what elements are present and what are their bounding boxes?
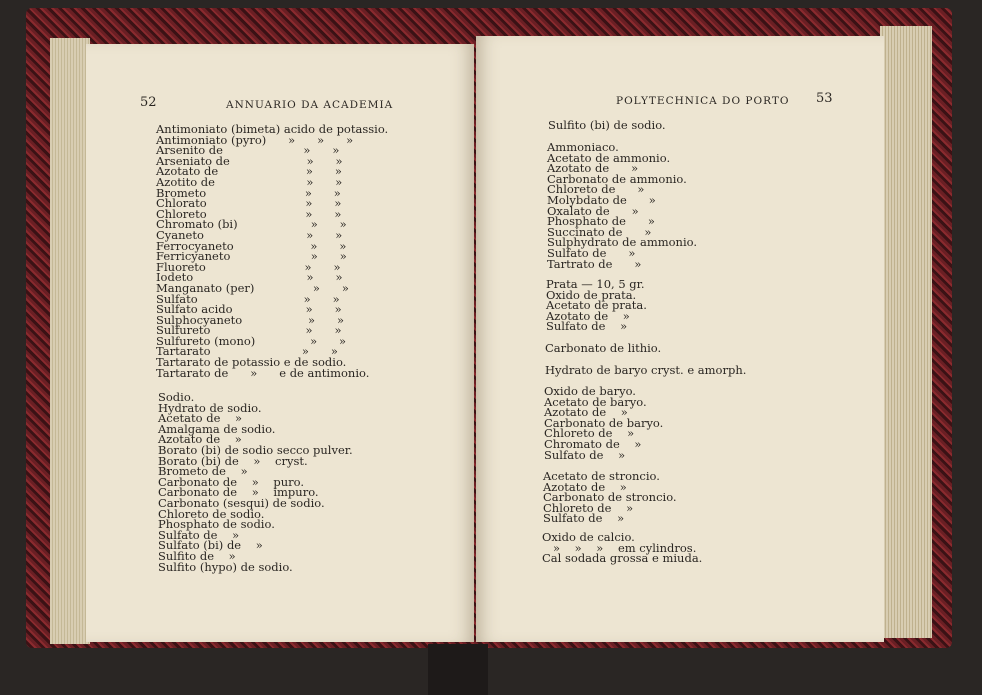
entry-line: Chlorato » »: [156, 196, 342, 211]
entry-line: Antimoniato (pyro) » » »: [156, 132, 354, 147]
entry-group: [545, 365, 746, 376]
entry-line: Antimoniato (bimeta) acido de potassio.: [156, 122, 389, 136]
entry-line: Chloreto de »: [543, 500, 634, 515]
entry-line: Acetato de baryo.: [544, 394, 647, 409]
entry-line: Tartarato de » e de antimonio.: [156, 365, 370, 380]
entry-line: Sulphocyaneto » »: [156, 312, 345, 327]
entry-group: [548, 120, 666, 131]
entry-line: Sodio.: [158, 390, 195, 404]
entry-line: Sulfato (bi) de »: [158, 538, 263, 553]
entry-line: Tartarato » »: [156, 344, 338, 359]
entry-line: Sulfato de »: [543, 511, 625, 526]
entry-line: Ammoniaco.: [547, 140, 619, 154]
entry-line: Borato (bi) de sodio secco pulver.: [158, 442, 353, 457]
entry-line: Acetato de prata.: [546, 298, 647, 313]
entry-line: Sulfato de »: [546, 319, 628, 334]
entry-line: Sulfato de »: [544, 447, 626, 462]
entry-line: Oxido de prata.: [546, 287, 637, 302]
entry-line: Chloreto de »: [544, 426, 635, 441]
entry-line: Phosphato de sodio.: [158, 517, 275, 532]
page-number: 53: [816, 91, 833, 106]
entry-line: Carbonato (sesqui) de sodio.: [158, 495, 325, 510]
entry-line: Sulfato acido » »: [156, 302, 342, 317]
entry-line: Acetato de »: [158, 411, 243, 426]
entry-line: Cal sodada grossa e miuda.: [542, 551, 703, 566]
entry-line: Cyaneto » »: [156, 227, 343, 242]
entry-line: Oxido de baryo.: [544, 384, 636, 398]
entry-line: Carbonato de baryo.: [544, 415, 664, 430]
entry-line: Azotato de » »: [156, 164, 342, 179]
entry-line: Ferrocyaneto » »: [156, 238, 347, 253]
entry-line: Sulfato de »: [158, 527, 240, 542]
entry-line: Chromato (bi) » »: [156, 217, 347, 232]
entry-line: Prata — 10, 5 gr.: [546, 277, 645, 291]
entry-line: Brometo de »: [158, 464, 248, 479]
entry-line: Ferricyaneto » »: [156, 249, 347, 264]
entry-group: [158, 392, 353, 572]
entry-line: Fluoreto » »: [156, 259, 341, 274]
entry-group: [544, 386, 663, 460]
entry-group: [156, 124, 388, 378]
entry-line: Oxalato de »: [547, 203, 639, 218]
right-page: [476, 36, 884, 642]
entry-line: Azotato de »: [543, 479, 627, 494]
entry-line: Carbonato de stroncio.: [543, 490, 677, 505]
entry-line: Hydrato de sodio.: [158, 400, 262, 415]
entry-line: Acetato de stroncio.: [543, 469, 660, 483]
entry-line: Azotito de » »: [156, 174, 343, 189]
entry-line: Azotato de »: [546, 308, 630, 323]
entry-line: Carbonato de lithio.: [545, 341, 662, 355]
entry-line: Sulfato » »: [156, 291, 340, 306]
entry-line: » » » em cylindros.: [542, 540, 697, 555]
entry-line: Sulfito de »: [158, 548, 236, 563]
book-spine: [428, 644, 488, 695]
left-page: [86, 44, 474, 642]
page-edges-right: [880, 26, 932, 638]
entry-group: [546, 279, 647, 332]
entry-line: Chloreto de »: [547, 182, 645, 197]
entry-group: [547, 142, 697, 269]
entry-line: Carbonato de » puro.: [158, 474, 304, 489]
entry-line: Borato (bi) de » cryst.: [158, 453, 308, 468]
entry-line: Sulfureto » »: [156, 323, 342, 338]
entry-line: Carbonato de » impuro.: [158, 485, 319, 500]
running-head: POLYTECHNICA DO PORTO: [616, 95, 790, 107]
entry-line: Manganato (per) » »: [156, 280, 349, 295]
entry-line: Succinato de »: [547, 224, 652, 239]
entry-group: [542, 532, 702, 564]
entry-line: Chloreto » »: [156, 206, 342, 221]
entry-line: Acetato de ammonio.: [547, 150, 671, 165]
entry-line: Sulfito (bi) de sodio.: [548, 118, 666, 132]
entry-line: Hydrato de baryo cryst. e amorph.: [545, 363, 747, 377]
entry-line: Sulphydrato de ammonio.: [547, 235, 698, 250]
entry-line: Chloreto de sodio.: [158, 506, 265, 521]
entry-group: [543, 471, 677, 524]
entry-line: Sulfato de »: [547, 245, 636, 260]
entry-line: Molybdato de »: [547, 192, 656, 207]
entry-line: Azotato de »: [158, 432, 242, 447]
entry-line: Carbonato de ammonio.: [547, 171, 687, 186]
page-edges-left: [50, 38, 90, 644]
entry-group: [545, 343, 661, 354]
running-head: ANNUARIO DA ACADEMIA: [226, 99, 394, 111]
entry-line: Chromato de »: [544, 436, 642, 451]
page-number: 52: [140, 95, 157, 110]
entry-line: Azotato de »: [547, 161, 639, 176]
entry-line: Brometo » »: [156, 185, 341, 200]
entry-line: Amalgama de sodio.: [158, 421, 276, 436]
entry-line: Azotato de »: [544, 405, 628, 420]
entry-line: Phosphato de »: [547, 214, 655, 229]
entry-line: Arsenito de » »: [156, 143, 340, 158]
entry-line: Iodeto » »: [156, 270, 343, 285]
entry-line: Tartarato de potassio e de sodio.: [156, 355, 347, 370]
entry-line: Sulfureto (mono) » »: [156, 333, 347, 348]
entry-line: Oxido de calcio.: [542, 530, 635, 544]
entry-line: Sulfito (hypo) de sodio.: [158, 559, 293, 574]
entry-line: Tartrato de »: [547, 256, 642, 271]
entry-line: Arseniato de » »: [156, 153, 343, 168]
